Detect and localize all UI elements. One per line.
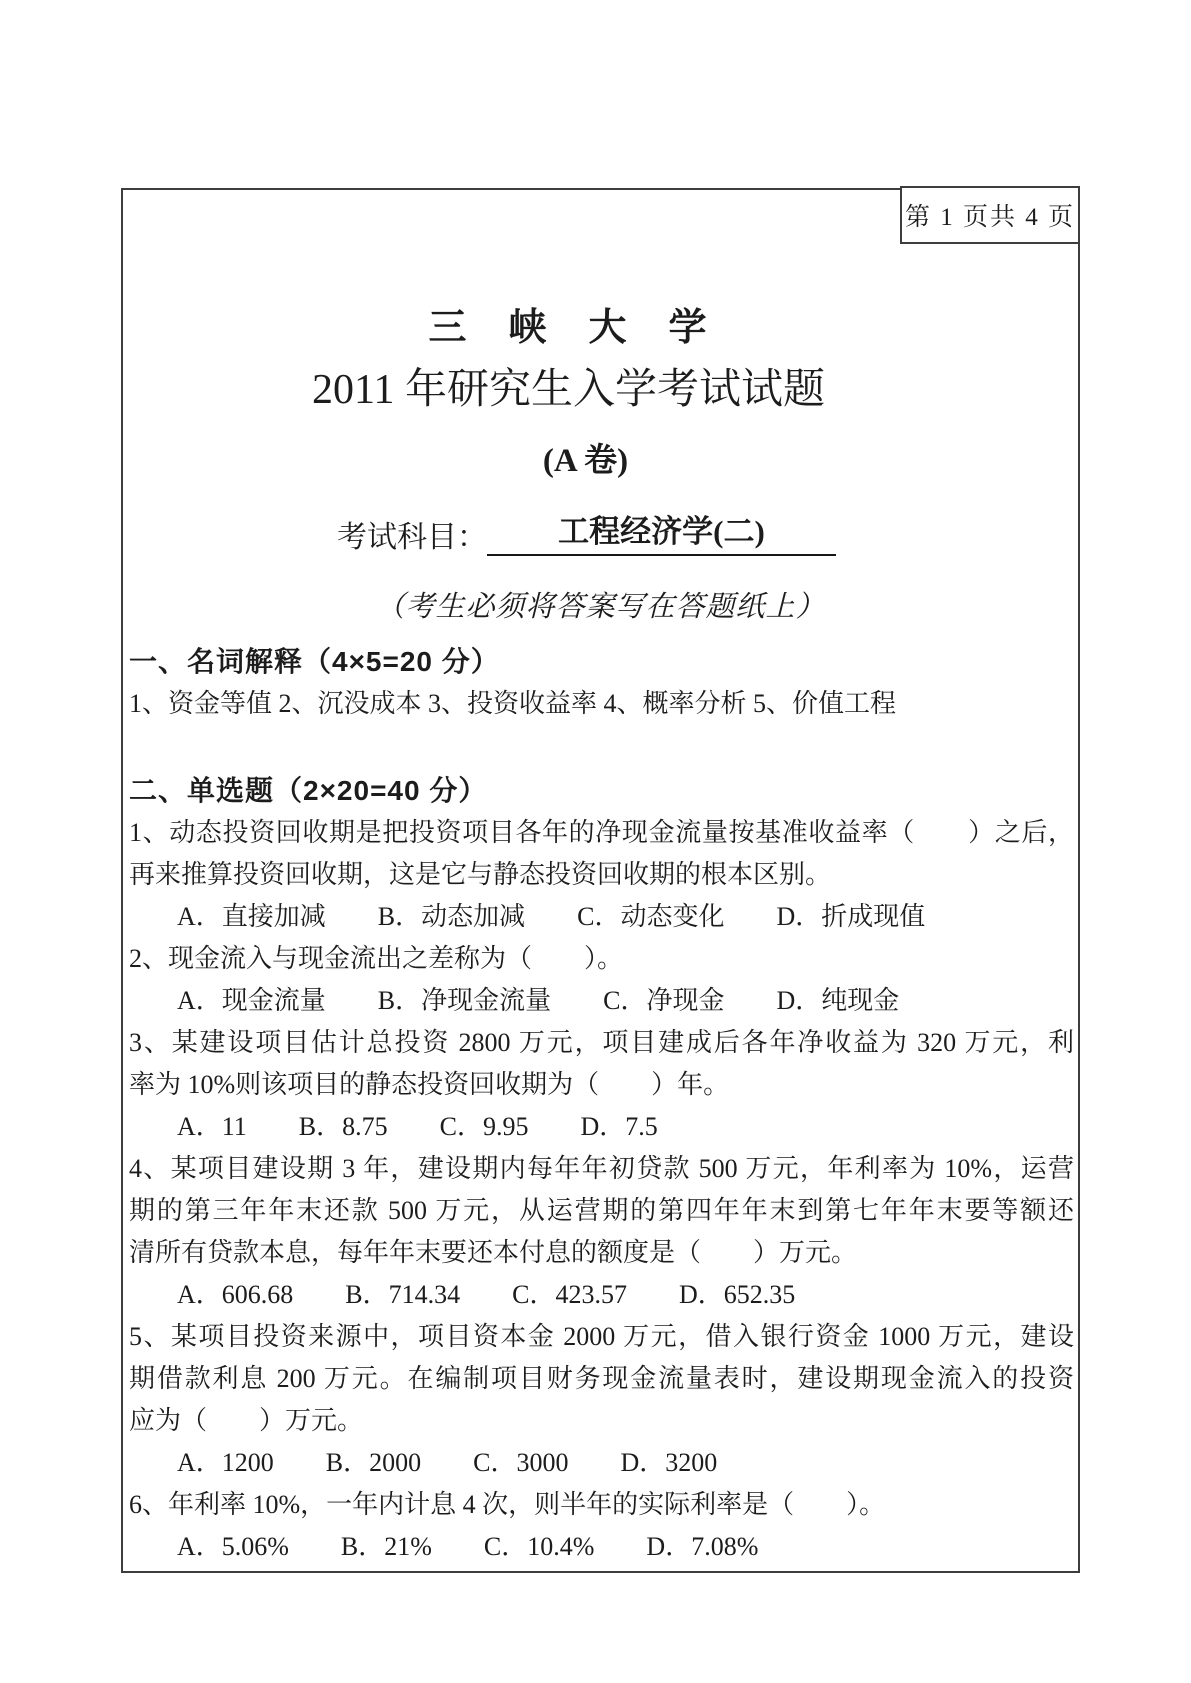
question-line: 5、某项目投资来源中，项目资本金 2000 万元，借入银行资金 1000 万元，建设 [129, 1322, 1074, 1351]
university-name: 三峡大学 [428, 307, 749, 349]
question-line: 2、现金流入与现金流出之差称为（ ）。 [129, 944, 624, 973]
page-number-label: 第 1 页共 4 页 [904, 204, 1075, 231]
question-line: 率为 10%则该项目的静态投资回收期为（ ）年。 [129, 1070, 730, 1099]
option-line: A．11 B．8.75 C．9.95 D．7.5 [177, 1112, 658, 1141]
candidate-notice: （考生必须将答案写在答题纸上） [375, 591, 826, 623]
question-line: 再来推算投资回收期，这是它与静态投资回收期的根本区别。 [129, 860, 832, 889]
exam-title: 2011 年研究生入学考试试题 [312, 367, 825, 413]
question-line: 3、某建设项目估计总投资 2800 万元，项目建成后各年净收益为 320 万元，利 [129, 1028, 1074, 1057]
section1-heading: 一、名词解释（4×5=20 分） [129, 646, 500, 677]
subject-label: 考试科目： [337, 521, 487, 554]
section2-heading: 二、单选题（2×20=40 分） [129, 775, 488, 806]
option-line: A．606.68 B．714.34 C．423.57 D．652.35 [177, 1280, 796, 1309]
exam-body [129, 641, 1074, 1568]
section1-terms-line: 1、资金等值 2、沉没成本 3、投资收益率 4、概率分析 5、价值工程 [129, 689, 897, 718]
option-line: A．5.06% B．21% C．10.4% D．7.08% [177, 1532, 759, 1561]
question-line: 4、某项目建设期 3 年，建设期内每年年初贷款 500 万元，年利率为 10%，运营 [129, 1154, 1074, 1183]
question-line: 6、年利率 10%，一年内计息 4 次，则半年的实际利率是（ ）。 [129, 1490, 886, 1519]
page-border [121, 188, 1080, 1573]
option-line: A．直接加减 B．动态加减 C．动态变化 D．折成现值 [177, 902, 926, 931]
subject-value-underlined: 工程经济学(二) [487, 506, 836, 556]
option-line: A．1200 B．2000 C．3000 D．3200 [177, 1448, 718, 1477]
question-line: 1、动态投资回收期是把投资项目各年的净现金流量按基准收益率（ ）之后， [129, 818, 1074, 847]
option-line: A．现金流量 B．净现金流量 C．净现金 D．纯现金 [177, 986, 900, 1015]
question-line: 应为（ ）万元。 [129, 1406, 364, 1435]
subject-line [109, 506, 1064, 556]
paper-version-label: (A 卷) [542, 443, 629, 479]
page-number-box [900, 186, 1080, 244]
question-line: 期借款利息 200 万元。在编制项目财务现金流量表时，建设期现金流入的投资 [129, 1364, 1074, 1393]
question-line: 期的第三年年末还款 500 万元，从运营期的第四年年末到第七年年末要等额还 [129, 1196, 1074, 1225]
question-line: 清所有贷款本息，每年年末要还本付息的额度是（ ）万元。 [129, 1238, 858, 1267]
